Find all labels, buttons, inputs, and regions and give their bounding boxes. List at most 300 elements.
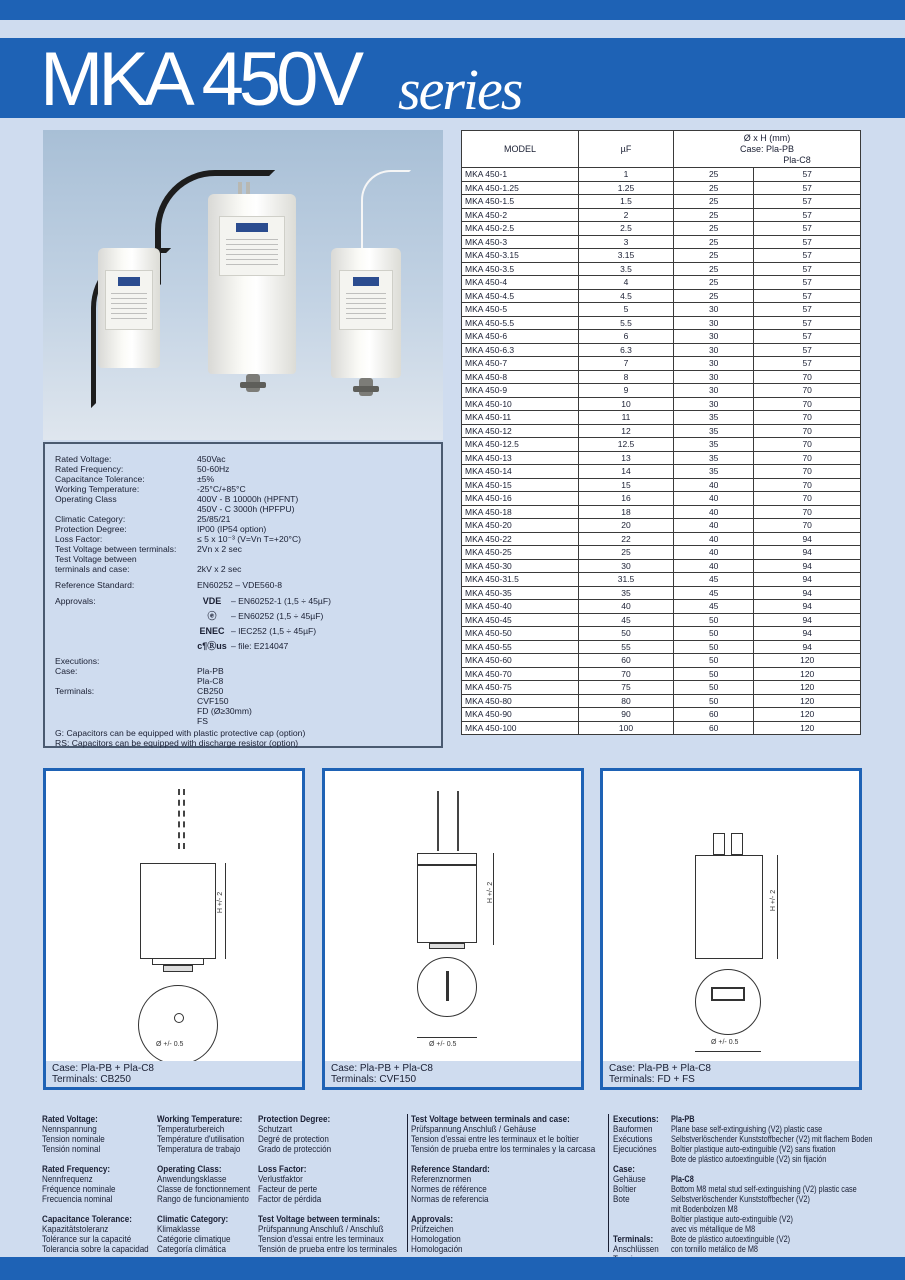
capacitor-body: [695, 855, 763, 959]
cell-diameter: 35: [674, 424, 754, 438]
table-row: [462, 289, 861, 303]
cell-model: MKA 450-10: [462, 397, 579, 411]
cell-height: 70: [754, 370, 861, 384]
legend-line: Température d'utilisation: [157, 1133, 245, 1144]
legend-heading: Terminals:: [613, 1233, 654, 1244]
cell-uf: 40: [579, 600, 674, 614]
table-row: [462, 478, 861, 492]
cell-uf: 30: [579, 559, 674, 573]
legend-heading: Test Voltage between terminals and case:: [411, 1113, 570, 1124]
legend-line: Gehäuse: [613, 1173, 646, 1184]
spec-label: Test Voltage between terminals:: [55, 544, 177, 554]
capacitor-small: [98, 248, 160, 368]
cell-diameter: 40: [674, 478, 754, 492]
drawing-caption: [46, 1061, 302, 1087]
cell-uf: 16: [579, 492, 674, 506]
col-dimensions: [674, 131, 861, 168]
cell-model: MKA 450-4.5: [462, 289, 579, 303]
cell-diameter: 25: [674, 262, 754, 276]
cell-height: 94: [754, 559, 861, 573]
top-bar: [0, 0, 905, 20]
cell-height: 57: [754, 249, 861, 263]
table-row: [462, 208, 861, 222]
cell-diameter: 35: [674, 411, 754, 425]
cell-model: MKA 450-2: [462, 208, 579, 222]
cell-uf: 25: [579, 546, 674, 560]
table-row: [462, 411, 861, 425]
cell-height: 94: [754, 573, 861, 587]
legend-line: Boîtier plastique auto-extinguible (V2) sans fixation: [671, 1143, 836, 1154]
cell-uf: 14: [579, 465, 674, 479]
legend-line: Tension d'essai entre les terminaux et le boîtier: [411, 1133, 579, 1144]
spec-value: 50-60Hz: [197, 464, 230, 474]
cell-height: 57: [754, 235, 861, 249]
cell-height: 57: [754, 316, 861, 330]
cell-uf: 35: [579, 586, 674, 600]
enec-mark-icon: ⓔ: [207, 610, 217, 621]
case-header-2: Pla-C8: [783, 154, 811, 165]
cell-model: MKA 450-50: [462, 627, 579, 641]
legend-line: avec vis métallique de M8: [671, 1223, 756, 1234]
cell-uf: 8: [579, 370, 674, 384]
cell-model: MKA 450-30: [462, 559, 579, 573]
cell-height: 120: [754, 681, 861, 695]
table-row: [462, 303, 861, 317]
note-rs: RS: Capacitors can be equipped with discharge resistor (option): [55, 738, 299, 748]
cell-height: 57: [754, 195, 861, 209]
table-row: [462, 640, 861, 654]
case-caption: Case: Pla-PB + Pla-C8: [331, 1063, 433, 1074]
cell-diameter: 45: [674, 573, 754, 587]
cell-model: MKA 450-7: [462, 357, 579, 371]
cell-height: 70: [754, 478, 861, 492]
terminals-caption: Terminals: FD + FS: [609, 1074, 695, 1085]
cell-model: MKA 450-4: [462, 276, 579, 290]
table-row: [462, 276, 861, 290]
table-row: [462, 573, 861, 587]
legend-line: Frecuencia nominal: [42, 1193, 113, 1204]
cell-uf: 55: [579, 640, 674, 654]
legend-heading: Loss Factor:: [258, 1163, 307, 1174]
cell-model: MKA 450-22: [462, 532, 579, 546]
cell-diameter: 50: [674, 667, 754, 681]
m8-stud-2: [359, 378, 373, 396]
cell-uf: 3.5: [579, 262, 674, 276]
cell-height: 57: [754, 168, 861, 182]
cell-uf: 9: [579, 384, 674, 398]
cell-height: 94: [754, 613, 861, 627]
cell-height: 94: [754, 586, 861, 600]
table-row: [462, 465, 861, 479]
terminals-caption: Terminals: CVF150: [331, 1074, 417, 1085]
cell-diameter: 40: [674, 532, 754, 546]
cell-diameter: 30: [674, 316, 754, 330]
cell-diameter: 35: [674, 451, 754, 465]
cell-diameter: 50: [674, 613, 754, 627]
cell-model: MKA 450-6: [462, 330, 579, 344]
spec-value: CB250: [197, 686, 224, 696]
cell-model: MKA 450-11: [462, 411, 579, 425]
cell-uf: 2.5: [579, 222, 674, 236]
ul-mark-icon: c¶Ⓡus: [197, 640, 227, 651]
legend-line: Tension d'essai entre les terminaux: [258, 1233, 384, 1244]
cell-uf: 4.5: [579, 289, 674, 303]
cell-uf: 1.25: [579, 181, 674, 195]
legend-line: Plane base self-extinguishing (V2) plastic case: [671, 1123, 823, 1134]
cell-uf: 10: [579, 397, 674, 411]
legend-line: Tolérance sur la capacité: [42, 1233, 132, 1244]
cell-diameter: 35: [674, 438, 754, 452]
cell-height: 94: [754, 532, 861, 546]
bottom-bar: [0, 1257, 905, 1280]
cell-height: 57: [754, 222, 861, 236]
legend-line: Normas de referencia: [411, 1193, 489, 1204]
legend-line: Prüfspannung Anschluß / Gehäuse: [411, 1123, 537, 1134]
diameter-dimension: Ø +/- 0.5: [429, 1041, 457, 1048]
height-dimension: H +/- 2: [770, 889, 778, 912]
product-title: MKA 450V: [40, 37, 360, 122]
spec-label: Loss Factor:: [55, 534, 103, 544]
table-row: [462, 654, 861, 668]
cell-diameter: 25: [674, 168, 754, 182]
spec-value: 25/85/21: [197, 514, 231, 524]
spec-label: Operating Class: [55, 494, 117, 504]
cell-model: MKA 450-12.5: [462, 438, 579, 452]
table-row: [462, 397, 861, 411]
spec-value: CVF150: [197, 696, 229, 706]
table-row: [462, 438, 861, 452]
spec-label: Rated Frequency:: [55, 464, 124, 474]
legend-line: Tensión de prueba entre los terminales y la carcasa: [411, 1143, 596, 1154]
spec-label: Rated Voltage:: [55, 454, 112, 464]
legend-line: mit Bodenbolzen M8: [671, 1203, 738, 1214]
cell-height: 57: [754, 276, 861, 290]
table-row: [462, 195, 861, 209]
cell-height: 94: [754, 600, 861, 614]
case-caption: Case: Pla-PB + Pla-C8: [52, 1063, 154, 1074]
spec-label: Capacitance Tolerance:: [55, 474, 145, 484]
cell-height: 57: [754, 343, 861, 357]
cell-model: MKA 450-100: [462, 721, 579, 735]
legend-col-1: [42, 1114, 149, 1254]
height-dimension: H +/- 2: [217, 891, 225, 914]
cell-model: MKA 450-1.25: [462, 181, 579, 195]
cell-diameter: 50: [674, 681, 754, 695]
legend-col-5: [613, 1114, 659, 1274]
cell-uf: 1.5: [579, 195, 674, 209]
table-row: [462, 357, 861, 371]
legend-line: Verlustfaktor: [258, 1173, 303, 1184]
cell-height: 57: [754, 208, 861, 222]
spec-label: Case:: [55, 666, 78, 676]
cell-diameter: 30: [674, 357, 754, 371]
cell-diameter: 35: [674, 465, 754, 479]
note-g: G: Capacitors can be equipped with plastic protective cap (option): [55, 728, 306, 738]
table-row: [462, 586, 861, 600]
drawing-caption: [325, 1061, 581, 1087]
approval-text: – file: E214047: [231, 640, 289, 651]
spec-label: Climatic Category:: [55, 514, 126, 524]
cell-uf: 31.5: [579, 573, 674, 587]
cell-diameter: 30: [674, 370, 754, 384]
cell-diameter: 30: [674, 397, 754, 411]
spec-value: FD (Ø≥30mm): [197, 706, 252, 716]
legend-line: Homologación: [411, 1243, 463, 1254]
legend-line: Bote de plástico autoextinguible (V2) sin fijación: [671, 1153, 827, 1164]
spec-value: Pla-C8: [197, 676, 224, 686]
enec-logo-icon: ENEC: [199, 625, 225, 636]
cell-model: MKA 450-13: [462, 451, 579, 465]
cell-uf: 80: [579, 694, 674, 708]
cell-height: 57: [754, 289, 861, 303]
spec-label: Working Temperature:: [55, 484, 140, 494]
cell-model: MKA 450-5.5: [462, 316, 579, 330]
cell-uf: 70: [579, 667, 674, 681]
cell-uf: 60: [579, 654, 674, 668]
cell-diameter: 30: [674, 384, 754, 398]
legend-line: Boîtier: [613, 1183, 637, 1194]
cell-model: MKA 450-31.5: [462, 573, 579, 587]
cell-model: MKA 450-55: [462, 640, 579, 654]
cell-uf: 13: [579, 451, 674, 465]
legend-line: Selbstverlöschender Kunststoffbecher (V2): [671, 1193, 810, 1204]
cell-diameter: 40: [674, 492, 754, 506]
cell-model: MKA 450-15: [462, 478, 579, 492]
cell-model: MKA 450-45: [462, 613, 579, 627]
cell-height: 70: [754, 438, 861, 452]
legend-line: Schutzart: [258, 1123, 293, 1134]
cell-model: MKA 450-20: [462, 519, 579, 533]
cell-uf: 90: [579, 708, 674, 722]
cell-height: 94: [754, 640, 861, 654]
legend-line: Klimaklasse: [157, 1223, 201, 1234]
cell-diameter: 45: [674, 586, 754, 600]
drawing-caption: [603, 1061, 859, 1087]
cell-uf: 75: [579, 681, 674, 695]
legend-line: Temperatura de trabajo: [157, 1143, 241, 1154]
spec-value: 400V - B 10000h (HPFNT): [197, 494, 299, 504]
legend-line: Tensión nominal: [42, 1143, 101, 1154]
cell-height: 57: [754, 357, 861, 371]
cell-uf: 6.3: [579, 343, 674, 357]
cell-model: MKA 450-18: [462, 505, 579, 519]
cell-uf: 22: [579, 532, 674, 546]
legend-col-3: [258, 1114, 397, 1254]
table-row: [462, 249, 861, 263]
cell-height: 57: [754, 262, 861, 276]
spec-label: terminals and case:: [55, 564, 130, 574]
cell-height: 70: [754, 465, 861, 479]
table-row: [462, 492, 861, 506]
cell-diameter: 30: [674, 343, 754, 357]
cell-height: 70: [754, 451, 861, 465]
legend-line: Exécutions: [613, 1133, 653, 1144]
table-row: [462, 519, 861, 533]
legend-heading: Test Voltage between terminals:: [258, 1213, 381, 1224]
table-row: [462, 235, 861, 249]
cell-model: MKA 450-5: [462, 303, 579, 317]
spec-value: 2kV x 2 sec: [197, 564, 242, 574]
table-row: [462, 330, 861, 344]
cell-uf: 15: [579, 478, 674, 492]
cell-height: 70: [754, 505, 861, 519]
table-row: [462, 451, 861, 465]
specifications-box: [43, 442, 443, 748]
legend-line: con tornillo metálico de M8: [671, 1243, 758, 1254]
cell-uf: 3.15: [579, 249, 674, 263]
table-row: [462, 600, 861, 614]
spec-value: 450Vac: [197, 454, 226, 464]
cell-uf: 100: [579, 721, 674, 735]
legend-line: Bote de plástico autoextinguible (V2): [671, 1233, 791, 1244]
spec-value: EN60252 – VDE560-8: [197, 580, 283, 590]
cell-height: 70: [754, 397, 861, 411]
approval-text: – EN60252 (1,5 ÷ 45µF): [231, 610, 324, 621]
table-row: [462, 343, 861, 357]
terminals-caption: Terminals: CB250: [52, 1074, 131, 1085]
legend-heading: Rated Frequency:: [42, 1163, 111, 1174]
legend-line: Normes de référence: [411, 1183, 487, 1194]
legend-heading: Reference Standard:: [411, 1163, 490, 1174]
cell-diameter: 25: [674, 195, 754, 209]
approval-text: – EN60252-1 (1,5 ÷ 45µF): [231, 595, 331, 606]
legend-heading: Protection Degree:: [258, 1113, 331, 1124]
spec-label: Reference Standard:: [55, 580, 135, 590]
table-row: [462, 532, 861, 546]
capacitor-body: [417, 865, 477, 943]
cell-uf: 20: [579, 519, 674, 533]
col-model: MODEL: [462, 131, 579, 168]
cell-diameter: 50: [674, 694, 754, 708]
cell-diameter: 30: [674, 330, 754, 344]
cell-uf: 4: [579, 276, 674, 290]
cell-height: 57: [754, 303, 861, 317]
cell-diameter: 60: [674, 708, 754, 722]
legend-heading: Capacitance Tolerance:: [42, 1213, 132, 1224]
legend-line: Anschlüssen: [613, 1243, 659, 1254]
cell-uf: 11: [579, 411, 674, 425]
cell-diameter: 50: [674, 627, 754, 641]
legend-heading: Case:: [613, 1163, 635, 1174]
legend-divider: [407, 1114, 408, 1252]
spec-value: FS: [197, 716, 208, 726]
approval-text: – IEC252 (1,5 ÷ 45µF): [231, 625, 317, 636]
legend-line: Categoría climática: [157, 1243, 227, 1254]
legend-line: Ejecuciónes: [613, 1143, 657, 1154]
cell-diameter: 50: [674, 640, 754, 654]
table-row: [462, 546, 861, 560]
drawing-panel-cvf150: [322, 768, 584, 1090]
diameter-dimension: Ø +/- 0.5: [711, 1039, 739, 1046]
drawing-panel-cb250: [43, 768, 305, 1090]
spec-value: IP00 (IP54 option): [197, 524, 267, 534]
legend-line: Kapazitätstoleranz: [42, 1223, 109, 1234]
spec-label: Test Voltage between: [55, 554, 137, 564]
spec-label: Executions:: [55, 656, 100, 666]
legend-line: Nennspannung: [42, 1123, 97, 1134]
cell-diameter: 60: [674, 721, 754, 735]
spec-value: 2Vn x 2 sec: [197, 544, 242, 554]
cell-height: 94: [754, 546, 861, 560]
cell-diameter: 25: [674, 276, 754, 290]
legend-line: Bottom M8 metal stud self-extinguishing (V2) plastic case: [671, 1183, 857, 1194]
cell-model: MKA 450-3.5: [462, 262, 579, 276]
cell-height: 70: [754, 492, 861, 506]
cell-height: 70: [754, 384, 861, 398]
cell-model: MKA 450-70: [462, 667, 579, 681]
legend-line: Tensión de prueba entre los terminales: [258, 1243, 397, 1254]
table-row: [462, 721, 861, 735]
table-row: [462, 168, 861, 182]
col-uf: µF: [579, 131, 674, 168]
cell-diameter: 25: [674, 235, 754, 249]
legend-line: Selbstverlöschender Kunststoffbecher (V2) mit flachem Boden: [671, 1133, 873, 1144]
legend-line: Grado de protección: [258, 1143, 332, 1154]
legend-heading: Working Temperature:: [157, 1113, 243, 1124]
cell-model: MKA 450-3: [462, 235, 579, 249]
spec-label: Approvals:: [55, 596, 96, 606]
legend-heading: Climatic Category:: [157, 1213, 229, 1224]
cell-model: MKA 450-16: [462, 492, 579, 506]
table-row: [462, 316, 861, 330]
title-band: [0, 37, 905, 122]
cell-model: MKA 450-35: [462, 586, 579, 600]
cell-model: MKA 450-1: [462, 168, 579, 182]
cell-height: 57: [754, 181, 861, 195]
product-series: series: [398, 57, 522, 122]
cell-height: 70: [754, 411, 861, 425]
capacitor-body: [140, 863, 216, 959]
capacitor-large: [208, 194, 296, 374]
table-row: [462, 222, 861, 236]
cell-diameter: 40: [674, 519, 754, 533]
legend-line: Bote: [613, 1193, 630, 1204]
legend-line: Prüfspannung Anschluß / Anschluß: [258, 1223, 384, 1234]
cell-model: MKA 450-80: [462, 694, 579, 708]
model-table: [461, 130, 861, 735]
cell-model: MKA 450-1.5: [462, 195, 579, 209]
cell-model: MKA 450-75: [462, 681, 579, 695]
cell-uf: 6: [579, 330, 674, 344]
approvals-list: [197, 596, 431, 653]
cell-height: 120: [754, 721, 861, 735]
drawing-panel-fd-fs: [600, 768, 862, 1090]
cell-diameter: 25: [674, 289, 754, 303]
legend-heading: Operating Class:: [157, 1163, 222, 1174]
spec-value: ≤ 5 x 10⁻³ (V=Vn T=+20°C): [197, 534, 302, 544]
legend-line: Bauformen: [613, 1123, 653, 1134]
legend-line: Catégorie climatique: [157, 1233, 231, 1244]
legend-line: Nennfrequenz: [42, 1173, 93, 1184]
table-row: [462, 424, 861, 438]
cell-model: MKA 450-90: [462, 708, 579, 722]
legend-heading: Pla-C8: [671, 1173, 694, 1184]
cell-uf: 2: [579, 208, 674, 222]
cell-height: 57: [754, 330, 861, 344]
legend-divider: [608, 1114, 609, 1252]
cell-model: MKA 450-2.5: [462, 222, 579, 236]
cell-model: MKA 450-3.15: [462, 249, 579, 263]
cell-uf: 1: [579, 168, 674, 182]
table-row: [462, 370, 861, 384]
cell-model: MKA 450-8: [462, 370, 579, 384]
legend-line: Referenznormen: [411, 1173, 472, 1184]
cell-diameter: 45: [674, 600, 754, 614]
cell-uf: 7: [579, 357, 674, 371]
spec-value: 450V - C 3000h (HPFPU): [197, 504, 295, 514]
cell-diameter: 25: [674, 249, 754, 263]
legend-heading: Executions:: [613, 1113, 659, 1124]
